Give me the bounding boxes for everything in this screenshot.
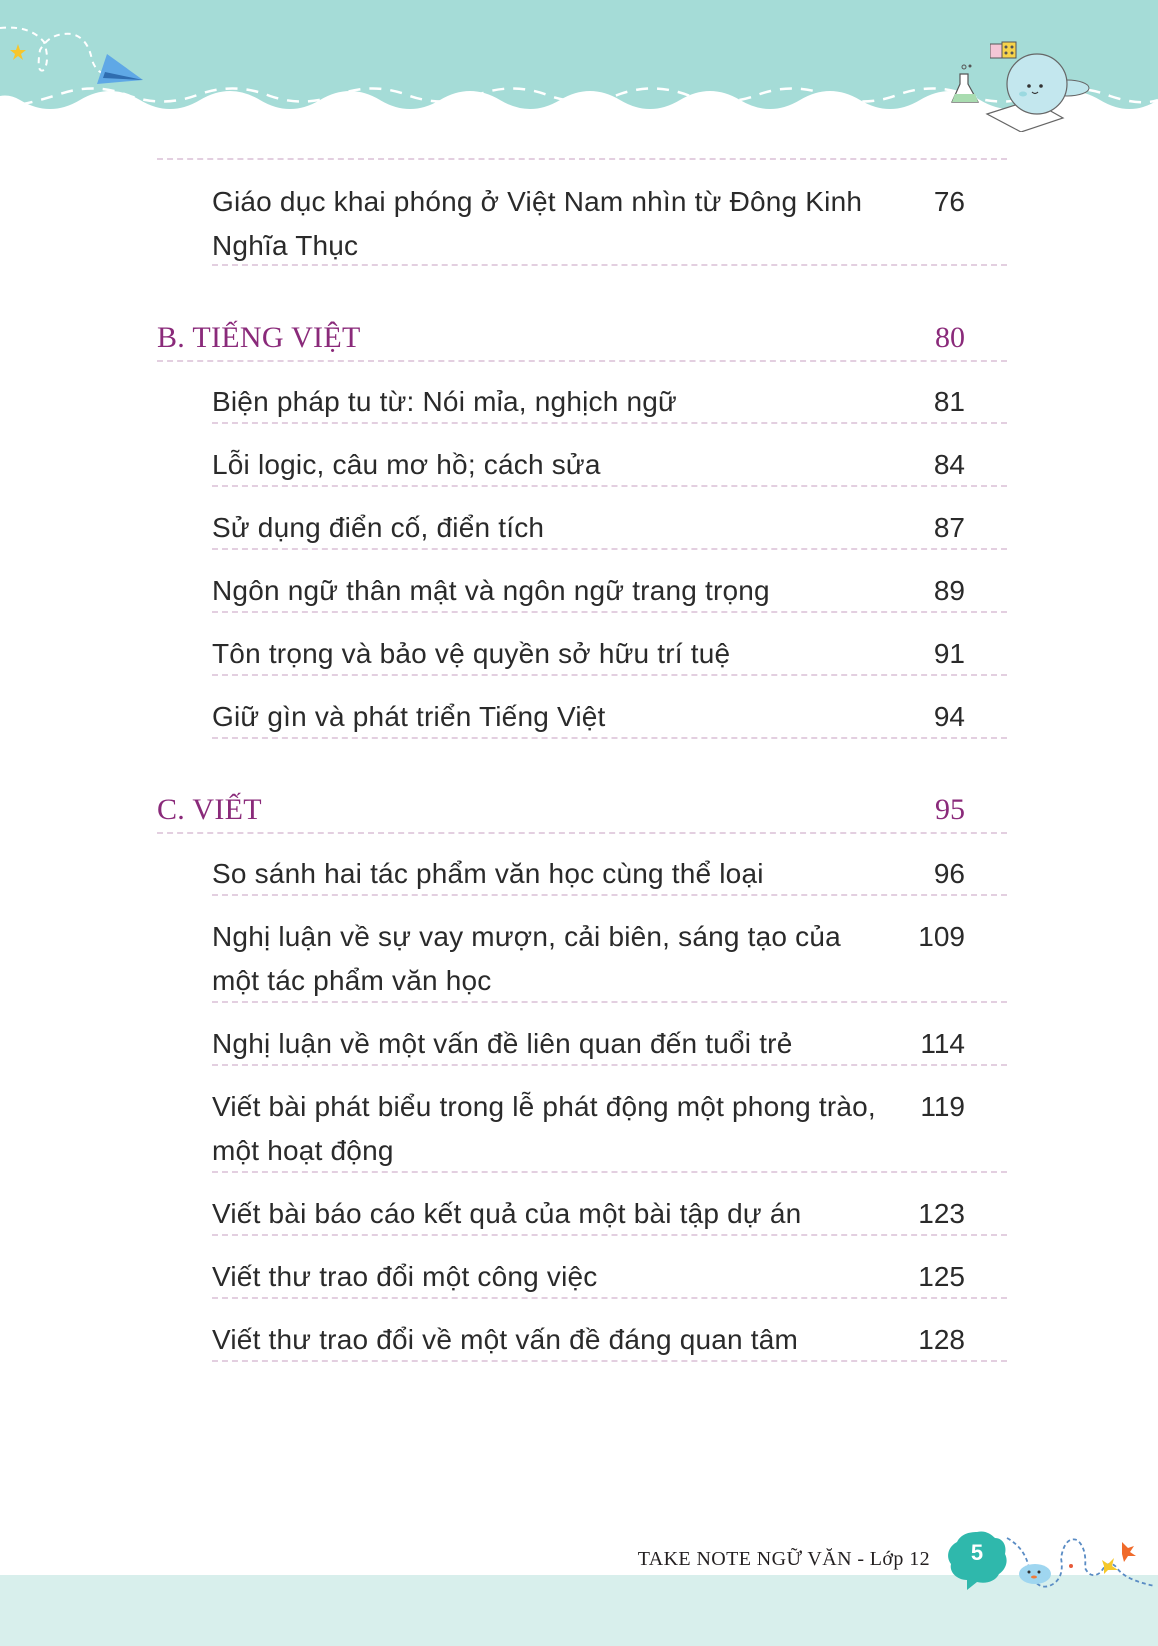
toc-entry-title: Viết thư trao đổi một công việc: [212, 1261, 598, 1292]
toc-entry[interactable]: [212, 1255, 1007, 1299]
section-title: C. VIẾT: [157, 793, 262, 826]
toc-entry[interactable]: [212, 852, 1007, 896]
toc-entry[interactable]: [212, 1318, 1007, 1362]
toc-entry-page: 76: [933, 186, 965, 217]
toc-entry-title: Viết bài báo cáo kết quả của một bài tập dự án: [212, 1198, 802, 1229]
toc-entry-page: 89: [933, 575, 965, 606]
toc-divider: [157, 146, 1007, 160]
toc-entry-page: 128: [918, 1324, 965, 1355]
flask-icon: [950, 64, 980, 111]
toc-entry[interactable]: [212, 180, 1007, 266]
toc-entry-title: Sử dụng điển cố, điển tích: [212, 512, 545, 543]
toc-entry-page: 109: [918, 921, 965, 952]
toc-entry-page: 114: [920, 1028, 965, 1059]
toc-entry[interactable]: [212, 632, 1007, 676]
toc-entry-title: Nghị luận về một vấn đề liên quan đến tuổi trẻ: [212, 1028, 793, 1059]
mascot-reading-icon: [985, 52, 1093, 137]
toc-entry[interactable]: [212, 443, 1007, 487]
toc-entry[interactable]: [212, 1192, 1007, 1236]
section-title: B. TIẾNG VIỆT: [157, 321, 361, 354]
toc-entry[interactable]: [212, 1022, 1007, 1066]
toc-entry-title: Viết bài phát biểu trong lễ phát động một phong trào, một hoạt động: [212, 1091, 876, 1166]
toc-entry-title: So sánh hai tác phẩm văn học cùng thể loại: [212, 858, 764, 889]
toc-section-viet[interactable]: [157, 790, 1007, 834]
toc-entry-title: Lỗi logic, câu mơ hồ; cách sửa: [212, 449, 601, 480]
toc-entry-title: Viết thư trao đổi về một vấn đề đáng quan tâm: [212, 1324, 799, 1355]
toc-entry[interactable]: [212, 695, 1007, 739]
toc-entry-page: 96: [933, 858, 965, 889]
toc-entry-page: 84: [933, 449, 965, 480]
toc-entry-page: 123: [918, 1198, 965, 1229]
toc-entry-title: Tôn trọng và bảo vệ quyền sở hữu trí tuệ: [212, 638, 731, 669]
toc-entry-page: 91: [933, 638, 965, 669]
toc-entry[interactable]: [212, 915, 1007, 1003]
toc-entry-page: 87: [933, 512, 965, 543]
leaf-icon: [1098, 1540, 1138, 1581]
footer-book-title: TAKE NOTE NGỮ VĂN - Lớp 12: [637, 1548, 930, 1570]
paper-plane-icon: [97, 52, 145, 93]
toc-entry-page: 94: [933, 701, 965, 732]
toc-entry[interactable]: [212, 569, 1007, 613]
page-number: 5: [970, 1540, 984, 1565]
toc-entry[interactable]: [212, 506, 1007, 550]
toc-entry[interactable]: [212, 380, 1007, 424]
toc-entry-title: Giữ gìn và phát triển Tiếng Việt: [212, 701, 606, 732]
toc-entry-title: Nghị luận về sự vay mượn, cải biên, sáng tạo của một tác phẩm văn học: [212, 921, 841, 996]
section-page: 95: [935, 793, 965, 826]
page-number-badge: [945, 1528, 1009, 1592]
toc-entry-title: Ngôn ngữ thân mật và ngôn ngữ trang trọng: [212, 575, 770, 606]
toc-entry-page: 119: [920, 1091, 965, 1122]
star-icon: [10, 44, 26, 65]
toc-entry-page: 125: [918, 1261, 965, 1292]
toc-entry-page: 81: [933, 386, 965, 417]
toc-section-tieng-viet[interactable]: [157, 318, 1007, 362]
toc-entry-title: Giáo dục khai phóng ở Việt Nam nhìn từ Đông Kinh Nghĩa Thục: [212, 186, 863, 261]
toc-entry[interactable]: [212, 1085, 1007, 1173]
section-page: 80: [935, 321, 965, 354]
toc-entry-title: Biện pháp tu từ: Nói mỉa, nghịch ngữ: [212, 386, 677, 417]
